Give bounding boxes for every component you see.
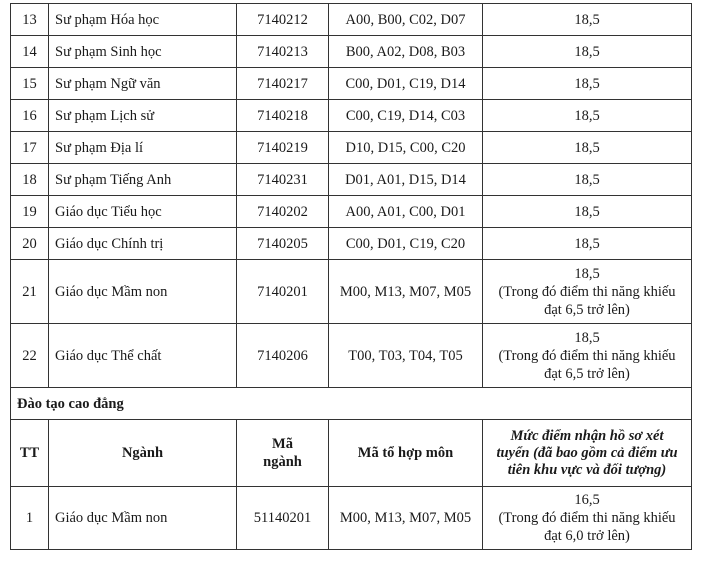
major-name: Sư phạm Lịch sử <box>49 100 237 132</box>
header-row <box>11 420 692 487</box>
table-row <box>11 260 692 324</box>
min-score: 18,5 <box>483 196 692 228</box>
header-major: Ngành <box>49 420 237 487</box>
major-code: 7140212 <box>237 4 329 36</box>
subject-combination: M00, M13, M07, M05 <box>329 487 483 550</box>
header-score-line3: tiên khu vực và đối tượng) <box>507 461 667 478</box>
major-code: 7140219 <box>237 132 329 164</box>
min-score: 18,5 <box>483 164 692 196</box>
table-row <box>11 132 692 164</box>
major-code: 7140201 <box>237 260 329 324</box>
major-code: 7140231 <box>237 164 329 196</box>
score-note-line1: (Trong đó điểm thi năng khiếu <box>498 283 676 300</box>
min-score: 16,5 <box>574 492 600 508</box>
table-row <box>11 4 692 36</box>
min-score: 18,5 <box>483 228 692 260</box>
row-number: 15 <box>11 68 49 100</box>
subject-combination: D01, A01, D15, D14 <box>329 164 483 196</box>
header-combination: Mã tổ hợp môn <box>329 420 483 487</box>
header-code-line1: Mã <box>272 436 293 452</box>
score-note-line2: đạt 6,5 trở lên) <box>544 365 630 382</box>
row-number: 20 <box>11 228 49 260</box>
min-score: 18,5 <box>483 100 692 132</box>
major-name: Sư phạm Địa lí <box>49 132 237 164</box>
score-note-line1: (Trong đó điểm thi năng khiếu <box>498 510 676 526</box>
major-name: Sư phạm Ngữ văn <box>49 68 237 100</box>
subject-combination: A00, A01, C00, D01 <box>329 196 483 228</box>
min-score-cell <box>483 260 692 324</box>
table-row <box>11 164 692 196</box>
header-score <box>483 420 692 487</box>
row-number: 16 <box>11 100 49 132</box>
min-score: 18,5 <box>483 4 692 36</box>
major-code: 7140217 <box>237 68 329 100</box>
subject-combination: D10, D15, C00, C20 <box>329 132 483 164</box>
major-name: Giáo dục Mầm non <box>49 260 237 324</box>
table-row <box>11 36 692 68</box>
row-number: 1 <box>11 487 49 550</box>
section-title: Đào tạo cao đẳng <box>11 388 692 420</box>
score-note-line1: (Trong đó điểm thi năng khiếu <box>498 347 676 364</box>
major-code: 7140202 <box>237 196 329 228</box>
major-code: 7140218 <box>237 100 329 132</box>
header-score-line2: tuyển (đã bao gồm cả điểm ưu <box>496 444 678 461</box>
min-score: 18,5 <box>574 329 600 346</box>
table-row <box>11 228 692 260</box>
header-tt: TT <box>11 420 49 487</box>
min-score: 18,5 <box>483 68 692 100</box>
row-number: 21 <box>11 260 49 324</box>
score-note-line2: đạt 6,5 trở lên) <box>544 301 630 318</box>
row-number: 14 <box>11 36 49 68</box>
row-number: 19 <box>11 196 49 228</box>
row-number: 13 <box>11 4 49 36</box>
subject-combination: C00, C19, D14, C03 <box>329 100 483 132</box>
min-score: 18,5 <box>574 265 600 282</box>
min-score: 18,5 <box>483 132 692 164</box>
major-name: Giáo dục Tiểu học <box>49 196 237 228</box>
subject-combination: C00, D01, C19, C20 <box>329 228 483 260</box>
major-code: 51140201 <box>237 487 329 550</box>
admission-score-table <box>10 3 692 550</box>
major-code: 7140205 <box>237 228 329 260</box>
table-row <box>11 487 692 550</box>
subject-combination: A00, B00, C02, D07 <box>329 4 483 36</box>
table-row <box>11 324 692 388</box>
min-score-cell <box>483 324 692 388</box>
min-score-cell <box>483 487 692 550</box>
score-note-line2: đạt 6,0 trở lên) <box>544 528 630 544</box>
table-row <box>11 68 692 100</box>
major-name: Sư phạm Sinh học <box>49 36 237 68</box>
table-row <box>11 196 692 228</box>
header-code-line2: ngành <box>263 454 302 470</box>
subject-combination: C00, D01, C19, D14 <box>329 68 483 100</box>
row-number: 18 <box>11 164 49 196</box>
major-name: Giáo dục Thể chất <box>49 324 237 388</box>
major-name: Sư phạm Hóa học <box>49 4 237 36</box>
major-code: 7140213 <box>237 36 329 68</box>
major-name: Giáo dục Mầm non <box>49 487 237 550</box>
section-row <box>11 388 692 420</box>
header-code <box>237 420 329 487</box>
min-score: 18,5 <box>483 36 692 68</box>
major-name: Giáo dục Chính trị <box>49 228 237 260</box>
subject-combination: B00, A02, D08, B03 <box>329 36 483 68</box>
row-number: 17 <box>11 132 49 164</box>
major-code: 7140206 <box>237 324 329 388</box>
table-row <box>11 100 692 132</box>
subject-combination: M00, M13, M07, M05 <box>329 260 483 324</box>
major-name: Sư phạm Tiếng Anh <box>49 164 237 196</box>
header-score-line1: Mức điểm nhận hồ sơ xét <box>510 427 664 444</box>
subject-combination: T00, T03, T04, T05 <box>329 324 483 388</box>
row-number: 22 <box>11 324 49 388</box>
